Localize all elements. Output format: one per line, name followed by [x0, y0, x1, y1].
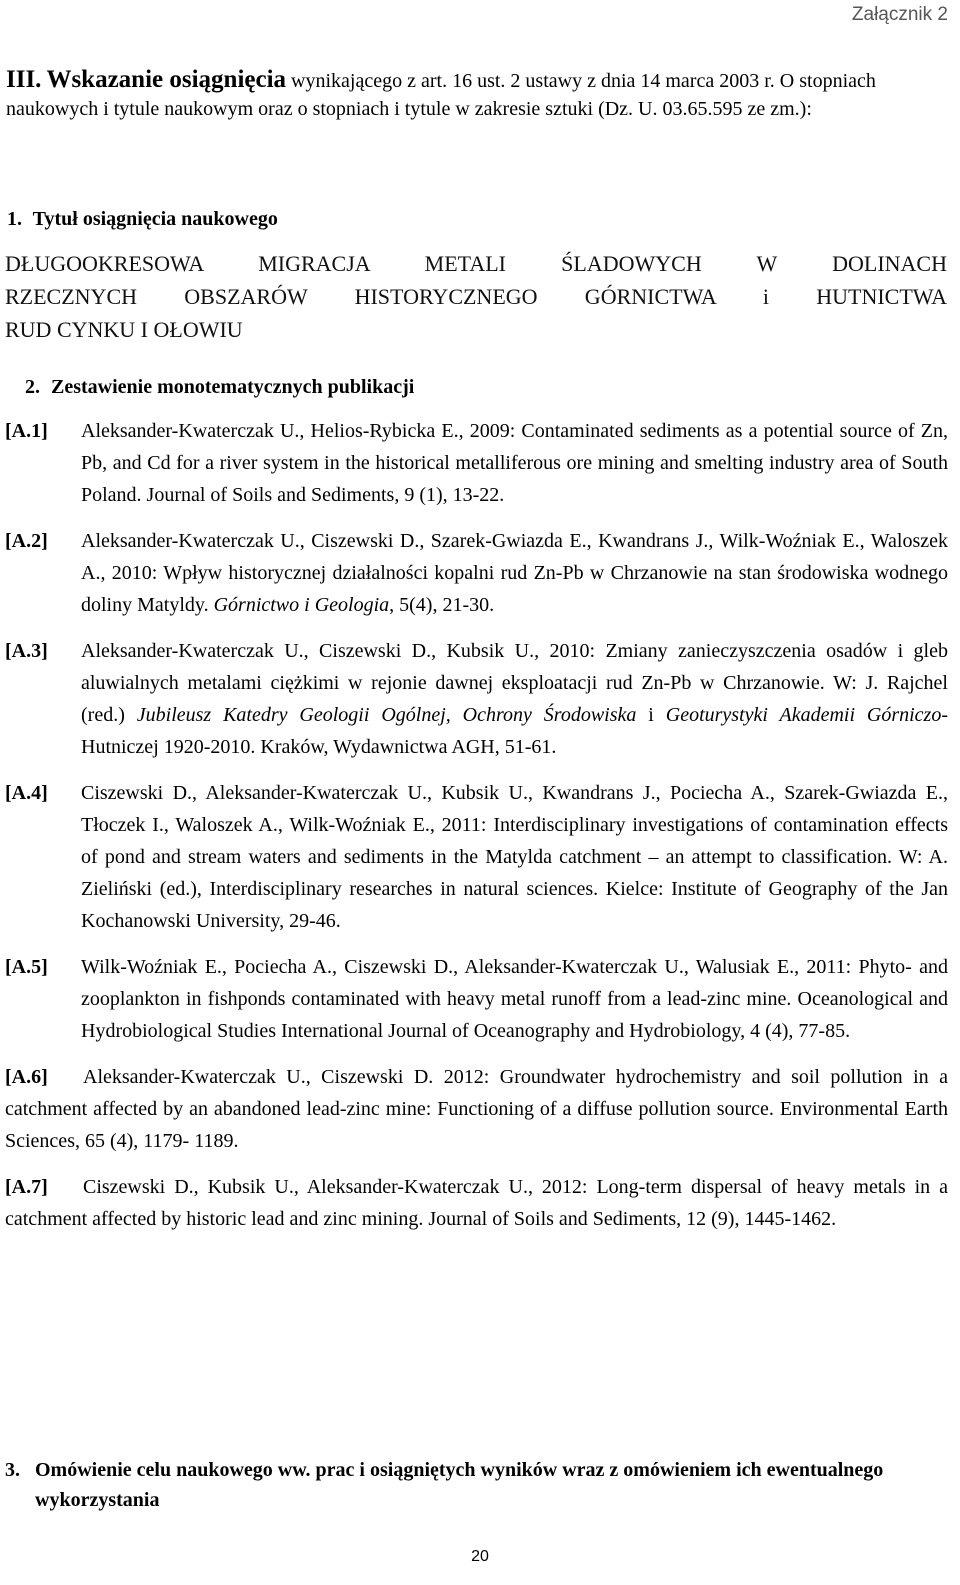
publication-journal: Górnictwo i Geologia: [213, 594, 390, 616]
publication-text: Aleksander-Kwaterczak U., Ciszewski D. 2012: Groundwater hydrochemistry and soil pollution in a catchment affected by an abandoned lead-zinc mine: Functioning of a diffuse pollution source. Environmental Earth Sciences, 65 (4), 1179- 1189.: [5, 1066, 948, 1152]
publication-text-mid: i: [636, 704, 666, 726]
publication-text: Ciszewski D., Kubsik U., Aleksander-Kwaterczak U., 2012: Long-term dispersal of heavy metals in a catchment affected by historic lead and zinc mining. Journal of Soils and Sediments, 12 (9), 1445-1462.: [5, 1176, 948, 1230]
publication-item: [5, 951, 948, 1047]
item1-number: 1.: [7, 208, 22, 230]
publication-label: [A.4]: [5, 782, 48, 804]
achievement-title-line3: RUD CYNKU I OŁOWIU: [5, 317, 243, 342]
publications-list: [5, 415, 948, 1249]
item1-label: Tytuł osiągnięcia naukowego: [32, 208, 278, 230]
publication-text-main: Aleksander-Kwaterczak U., Ciszewski D., Szarek-Gwiazda E., Kwandrans J., Wilk-Woźniak E., Waloszek A., 2010: Wpływ historycznej działalności kopalni rud Zn-Pb w Chrzanowie na stan środowiska wodnego doliny Matyldy.: [81, 530, 948, 616]
achievement-title-line2: RZECZNYCH OBSZARÓW HISTORYCZNEGO GÓRNICTWA i HUTNICTWA: [5, 284, 947, 309]
publication-label: [A.3]: [5, 640, 48, 662]
publication-label: [A.7]: [5, 1176, 48, 1198]
publication-item: [5, 1061, 948, 1157]
page-number: 20: [471, 1548, 489, 1565]
publication-label: [A.6]: [5, 1066, 48, 1088]
publication-label: [A.5]: [5, 956, 48, 978]
publication-text: Aleksander-Kwaterczak U., Helios-Rybicka E., 2009: Contaminated sediments as a potential source of Zn, Pb, and Cd for a river system in the historical metalliferous ore mining and smelting industry area of South Poland. Journal of Soils and Sediments, 9 (1), 13-22.: [81, 420, 948, 506]
publication-item: [5, 525, 948, 621]
publication-item: [5, 635, 948, 763]
item3-number: 3.: [5, 1459, 20, 1481]
section-heading-bold: Wskazanie osiągnięcia: [46, 66, 287, 93]
publication-text-end: , 5(4), 21-30.: [389, 594, 495, 616]
publication-book-title-part1: Jubileusz Katedry Geologii Ogólnej, Ochrony Środowiska: [136, 704, 637, 726]
achievement-title-line1: DŁUGOOKRESOWA MIGRACJA METALI ŚLADOWYCH W DOLINACH: [5, 251, 947, 276]
publication-item: [5, 777, 948, 937]
publication-text: Wilk-Woźniak E., Pociecha A., Ciszewski D., Aleksander-Kwaterczak U., Walusiak E., 2011: Phyto- and zooplankton in fishponds contaminated with heavy metal runoff from a lead-zinc mine. Oceanological and Hydrobiological Studies International Journal of Oceanography and Hydrobiology, 4 (4), 77-85.: [81, 956, 948, 1042]
publication-label: [A.1]: [5, 420, 48, 442]
annex-label: Załącznik 2: [851, 4, 948, 25]
item3-label: Omówienie celu naukowego ww. prac i osiągniętych wyników wraz z omówieniem ich ewentualnego wykorzystania: [35, 1459, 884, 1511]
publication-label: [A.2]: [5, 530, 48, 552]
section-roman-numeral: III.: [6, 66, 42, 93]
publication-text: [81, 635, 948, 763]
item1-heading: [7, 208, 278, 231]
publication-text-end: -Hutniczej 1920-2010. Kraków, Wydawnictwa AGH, 51-61.: [81, 704, 949, 758]
publication-text: Ciszewski D., Aleksander-Kwaterczak U., Kubsik U., Kwandrans J., Pociecha A., Szarek-Gwiazda E., Tłoczek I., Waloszek A., Wilk-Woźniak E., 2011: Interdisciplinary investigations of contamination effects of pond and stream waters and sediments in the Matylda catchment – an attempt to classification. W: A. Zieliński (ed.), Interdisciplinary researches in natural sciences. Kielce: Institute of Geography of the Jan Kochanowski University, 29-46.: [81, 782, 948, 932]
item2-heading: [25, 376, 414, 399]
publication-text-main: Aleksander-Kwaterczak U., Ciszewski D., Kubsik U., 2010: Zmiany zanieczyszczenia osadów i gleb aluwialnych metalami ciężkimi w rejonie dawnej eksploatacji rud Zn-Pb w Chrzanowie. W: J. Rajchel (red.): [81, 640, 948, 726]
publication-item: [5, 1171, 948, 1235]
item2-label: Zestawienie monotematycznych publikacji: [51, 376, 415, 398]
achievement-title: [5, 247, 947, 346]
publication-book-title-part2: Geoturystyki Akademii Górniczo: [665, 704, 942, 726]
item2-number: 2.: [25, 376, 40, 398]
publication-item: [5, 415, 948, 511]
item3-heading: [5, 1455, 948, 1515]
publication-text: [81, 525, 948, 621]
section-heading-rest: wynikającego z art. 16 ust. 2 ustawy z dnia 14 marca 2003 r. O stopniach naukowych i tytule naukowym oraz o stopniach i tytule w zakresie sztuki (Dz. U. 03.65.595 ze zm.):: [6, 70, 876, 120]
section-heading: [6, 66, 946, 123]
